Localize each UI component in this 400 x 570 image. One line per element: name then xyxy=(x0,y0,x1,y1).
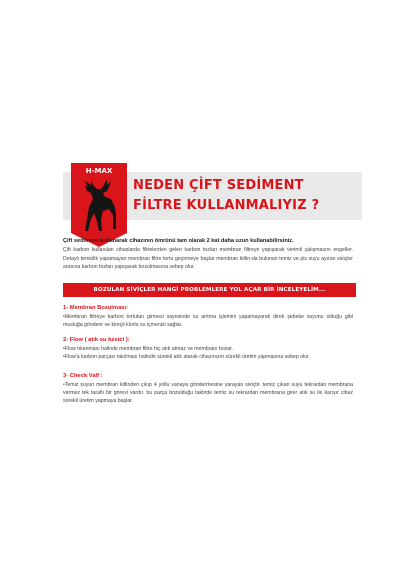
section-line: •Flow tıkanması halinde membran filtre hiç atık atmaz ve membranı bozar. xyxy=(63,346,234,352)
section-heading: 2- Flow ( atık su kesici ): xyxy=(63,337,130,343)
section-flow xyxy=(63,336,353,361)
section-membran xyxy=(63,304,353,329)
section-line: •Flow'a karbon parçası takılması halinde sürekli atık atarak cihazınızın sürekli üretim yapmasına sebep olur. xyxy=(63,354,311,361)
section-line: •Temiz suyun membran kitlinden çıkıp 4 yollu vanaya göndermesine yarayan siviçtir. temiz çıkan suyu tekrardan membrana vermez tek taraflı bir görevi vardır. bu parça bozulduğu taktirde temiz su tekrardan membrana girer atık su ile karışır cihaz sürekli üretim yapmaya başlar. xyxy=(63,382,353,405)
intro-text: Çift karbon kullanılan cihazlarda filtrelerden gelen karbon tozları membran filtreye yapışarak verimli çalışmasını engeller. Detaylı temizlik yapamayan membran filtre tortu geçirmeye başlar membran kitlin-da bulunan temiz ve pis suyu ayıran siviçler arasına karbon tozları yapışarak bozulmasına sebep olur. xyxy=(63,247,353,271)
brand-logo xyxy=(71,163,127,247)
section-check-valf xyxy=(63,372,353,406)
section-banner: BOZULAN SİVİÇLER HANGİ PROBLEMLERE YOL AÇAR BİR İNCELEYELİM... xyxy=(63,283,356,297)
logo-brand-text: H-MAX xyxy=(85,167,113,175)
section-heading: 3- Check Valf : xyxy=(63,373,103,379)
intro-block xyxy=(63,237,353,272)
section-line: •Membran filtreye karbon tortuları girmesi sayesinde su arıtma işlemini yapamayarak direk şebeke suyunu olduğu gibi musluğa gönderir ve kireçli klorlu su içmenizi sağlar. xyxy=(63,314,353,329)
title-line-1: NEDEN ÇİFT SEDİMENT xyxy=(133,178,304,193)
page-title xyxy=(133,176,358,216)
section-heading: 1- Membran Bozulması: xyxy=(63,305,129,311)
intro-bold: Çift sediment kullanarak cihazının ömrünü tam olarak 2 kat daha uzun kullanabilirsiniz. xyxy=(63,238,294,244)
title-line-2: FİLTRE KULLANMALIYIZ ? xyxy=(133,198,320,213)
